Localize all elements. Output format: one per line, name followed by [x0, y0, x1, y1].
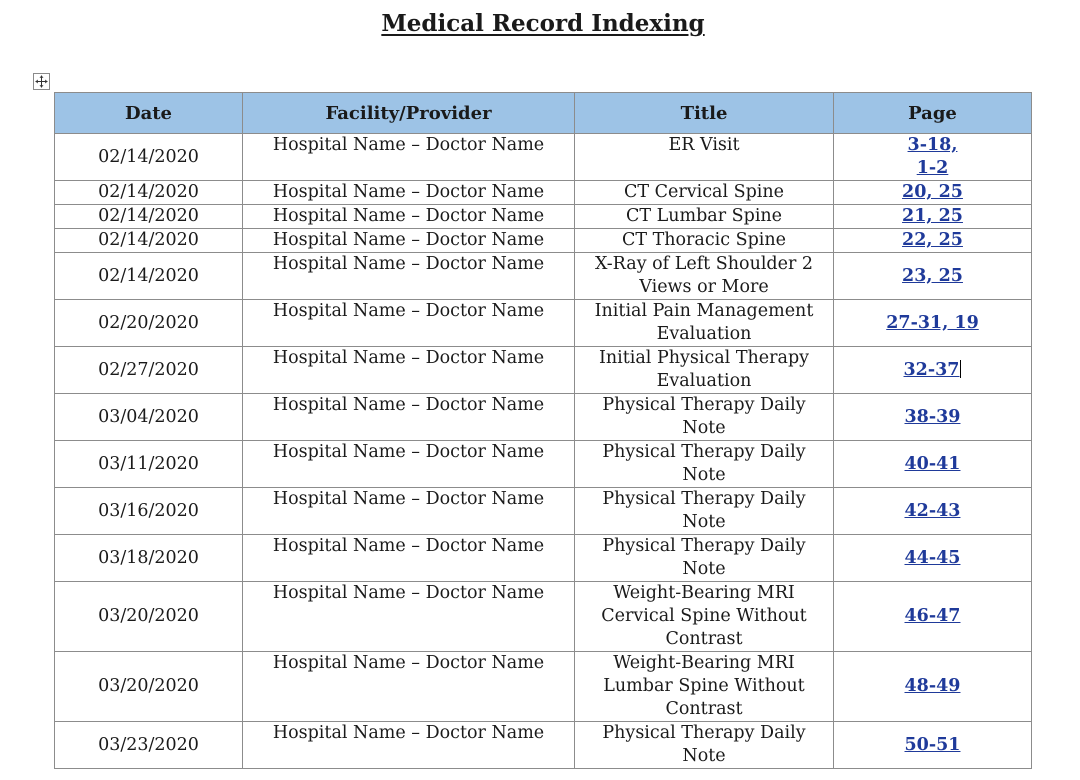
date-cell: 02/14/2020: [55, 205, 243, 229]
title-line: Note: [682, 559, 726, 579]
header-title: Title: [575, 93, 834, 134]
page-cell: [834, 488, 1032, 535]
header-page: Page: [834, 93, 1032, 134]
page-cell: [834, 441, 1032, 488]
title-line: Evaluation: [656, 371, 752, 391]
table-row: [55, 181, 1032, 205]
table-row: [55, 722, 1032, 769]
date-cell: 02/20/2020: [55, 300, 243, 347]
provider-cell: Hospital Name – Doctor Name: [243, 394, 575, 441]
table-row: [55, 229, 1032, 253]
date-cell: 02/14/2020: [55, 253, 243, 300]
title-cell: [575, 300, 834, 347]
title-line: CT Lumbar Spine: [625, 206, 783, 226]
title-line: Physical Therapy Daily: [602, 536, 806, 556]
page-link[interactable]: 32-37: [903, 359, 960, 380]
provider-cell: Hospital Name – Doctor Name: [243, 347, 575, 394]
title-line: Contrast: [665, 699, 743, 719]
records-body: [55, 134, 1032, 769]
title-line: Views or More: [639, 277, 769, 297]
title-line: Cervical Spine Without: [601, 606, 807, 626]
page-cell: [834, 722, 1032, 769]
page-link[interactable]: 3-18,: [907, 135, 958, 155]
date-cell: 03/20/2020: [55, 582, 243, 652]
header-date: Date: [55, 93, 243, 134]
page-title: Medical Record Indexing: [381, 10, 705, 37]
title-cell: [575, 441, 834, 488]
title-line: Contrast: [665, 629, 743, 649]
table-move-handle[interactable]: [33, 73, 50, 90]
title-line: Evaluation: [656, 324, 752, 344]
title-line: Note: [682, 512, 726, 532]
title-line: Physical Therapy Daily: [602, 395, 806, 415]
table-row: [55, 205, 1032, 229]
page-cell: [834, 652, 1032, 722]
date-cell: 03/18/2020: [55, 535, 243, 582]
table-row: [55, 582, 1032, 652]
page-link[interactable]: 22, 25: [902, 230, 963, 250]
page-link[interactable]: 21, 25: [902, 206, 963, 226]
page-cell: [834, 582, 1032, 652]
title-line: Initial Physical Therapy: [598, 348, 810, 368]
title-line: Initial Pain Management: [594, 301, 814, 321]
page-cell: [834, 205, 1032, 229]
date-cell: 03/04/2020: [55, 394, 243, 441]
records-table: [54, 92, 1032, 769]
page-link[interactable]: 40-41: [904, 453, 961, 474]
page-link[interactable]: 1-2: [916, 158, 949, 178]
table-row: [55, 253, 1032, 300]
provider-cell: Hospital Name – Doctor Name: [243, 181, 575, 205]
date-cell: 03/16/2020: [55, 488, 243, 535]
table-row: [55, 347, 1032, 394]
title-cell: [575, 488, 834, 535]
table-row: [55, 535, 1032, 582]
date-cell: 02/14/2020: [55, 181, 243, 205]
title-line: Lumbar Spine Without: [603, 676, 805, 696]
page-cell: [834, 229, 1032, 253]
header-provider: Facility/Provider: [243, 93, 575, 134]
page-cell: [834, 394, 1032, 441]
provider-cell: Hospital Name – Doctor Name: [243, 229, 575, 253]
page-cell: [834, 300, 1032, 347]
page-cell: [834, 347, 1032, 394]
title-cell: [575, 582, 834, 652]
provider-cell: Hospital Name – Doctor Name: [243, 441, 575, 488]
date-cell: 02/14/2020: [55, 229, 243, 253]
date-cell: 02/14/2020: [55, 134, 243, 181]
date-cell: 02/27/2020: [55, 347, 243, 394]
table-row: [55, 652, 1032, 722]
title-cell: [575, 181, 834, 205]
page-link[interactable]: 44-45: [904, 547, 961, 568]
date-cell: 03/20/2020: [55, 652, 243, 722]
page-link[interactable]: 20, 25: [902, 182, 963, 202]
title-line: Physical Therapy Daily: [602, 723, 806, 743]
page-link[interactable]: 50-51: [904, 734, 961, 755]
title-line: X-Ray of Left Shoulder 2: [594, 254, 814, 274]
provider-cell: Hospital Name – Doctor Name: [243, 253, 575, 300]
title-cell: [575, 229, 834, 253]
page-cell: [834, 134, 1032, 181]
text-cursor: [960, 360, 961, 378]
title-line: Physical Therapy Daily: [602, 489, 806, 509]
table-row: [55, 441, 1032, 488]
table-row: [55, 300, 1032, 347]
title-line: CT Thoracic Spine: [621, 230, 787, 250]
page-cell: [834, 181, 1032, 205]
provider-cell: Hospital Name – Doctor Name: [243, 582, 575, 652]
header-row: [55, 93, 1032, 134]
provider-cell: Hospital Name – Doctor Name: [243, 205, 575, 229]
title-line: CT Cervical Spine: [623, 182, 785, 202]
provider-cell: Hospital Name – Doctor Name: [243, 535, 575, 582]
page-link[interactable]: 27-31, 19: [886, 312, 979, 333]
table-row: [55, 488, 1032, 535]
title-cell: [575, 722, 834, 769]
page-link[interactable]: 38-39: [904, 406, 961, 427]
date-cell: 03/11/2020: [55, 441, 243, 488]
page-cell: [834, 535, 1032, 582]
page-link[interactable]: 48-49: [904, 676, 961, 696]
table-row: [55, 394, 1032, 441]
title-line: Note: [682, 746, 726, 766]
table-row: [55, 134, 1032, 181]
move-arrows-icon: [35, 75, 48, 88]
page-link[interactable]: 23, 25: [902, 265, 963, 286]
provider-cell: Hospital Name – Doctor Name: [243, 300, 575, 347]
provider-cell: Hospital Name – Doctor Name: [243, 134, 575, 181]
title-line: Physical Therapy Daily: [602, 442, 806, 462]
title-line: Weight-Bearing MRI: [613, 583, 795, 603]
title-cell: [575, 394, 834, 441]
provider-cell: Hospital Name – Doctor Name: [243, 722, 575, 769]
date-cell: 03/23/2020: [55, 722, 243, 769]
title-line: Note: [682, 418, 726, 438]
title-cell: [575, 652, 834, 722]
title-cell: [575, 134, 834, 181]
provider-cell: Hospital Name – Doctor Name: [243, 488, 575, 535]
title-cell: [575, 535, 834, 582]
provider-cell: Hospital Name – Doctor Name: [243, 652, 575, 722]
title-cell: [575, 205, 834, 229]
title-cell: [575, 347, 834, 394]
title-line: ER Visit: [668, 135, 740, 155]
title-line: Note: [682, 465, 726, 485]
page-cell: [834, 253, 1032, 300]
title-cell: [575, 253, 834, 300]
page-link[interactable]: 46-47: [904, 606, 961, 626]
title-line: Weight-Bearing MRI: [613, 653, 795, 673]
page-link[interactable]: 42-43: [904, 500, 961, 521]
